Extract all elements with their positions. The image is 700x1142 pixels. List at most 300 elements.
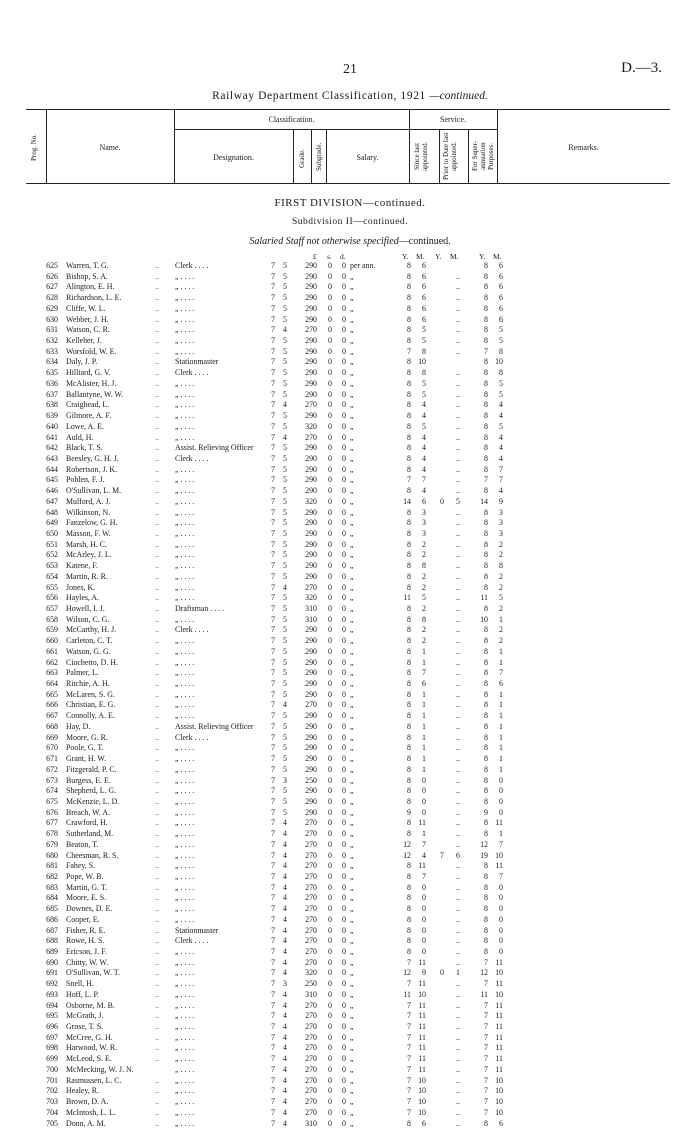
salary-period: „	[350, 1107, 354, 1117]
super-months: 0	[499, 775, 503, 785]
salary-shillings: 0	[328, 829, 332, 839]
since-years: 8	[407, 829, 411, 839]
since-years: 7	[407, 1000, 411, 1010]
since-years: 7	[407, 1086, 411, 1096]
grade: 7	[271, 1086, 275, 1096]
salary-period: „	[350, 561, 354, 571]
table-row	[0, 261, 700, 272]
prior-years: 7	[440, 850, 444, 860]
super-months: 1	[499, 732, 503, 742]
subgrade: 4	[283, 325, 287, 335]
leader-dots: ..	[155, 400, 159, 410]
prog-no: 664	[46, 679, 58, 689]
salary-shillings: 0	[328, 261, 332, 270]
staff-name: Worsfold, W. E.	[66, 346, 117, 356]
table-row	[0, 668, 700, 679]
leader-dots: ..	[155, 625, 159, 635]
salary-shillings: 0	[328, 507, 332, 517]
leader-dots: ..	[155, 1118, 159, 1128]
prog-no: 656	[46, 593, 58, 603]
grade: 7	[271, 882, 275, 892]
salary-shillings: 0	[328, 711, 332, 721]
salary-period: „	[350, 882, 354, 892]
staff-name: Black, T. S.	[66, 443, 103, 453]
table-row	[0, 915, 700, 926]
grade: 7	[271, 432, 275, 442]
table-row	[0, 979, 700, 990]
salary-pounds: 270	[305, 1107, 317, 1117]
table-row	[0, 936, 700, 947]
leader-dots: ..	[155, 303, 159, 313]
since-years: 8	[407, 411, 411, 421]
table-row	[0, 1108, 700, 1119]
since-years: 9	[407, 807, 411, 817]
grade: 7	[271, 325, 275, 335]
table-row	[0, 765, 700, 776]
prior-months: ..	[456, 646, 460, 656]
prior-months: ..	[456, 1097, 460, 1107]
staff-name: Marsh, H. C.	[66, 539, 107, 549]
super-years: 8	[484, 636, 488, 646]
prog-no: 666	[46, 700, 58, 710]
prog-no: 675	[46, 796, 58, 806]
table-row	[0, 1001, 700, 1012]
super-months: 8	[499, 346, 503, 356]
since-months: 1	[422, 711, 426, 721]
table-row	[0, 786, 700, 797]
prior-months: ..	[456, 1000, 460, 1010]
staff-table-body	[0, 261, 700, 1129]
table-row	[0, 743, 700, 754]
salary-pence: 0	[342, 871, 346, 881]
subgrade: 5	[283, 689, 287, 699]
leader-dots: ..	[155, 871, 159, 881]
subgrade: 3	[283, 979, 287, 989]
staff-name: Chitty, W. W.	[66, 957, 109, 967]
super-years: 7	[484, 346, 488, 356]
since-months: 1	[422, 754, 426, 764]
since-years: 8	[407, 796, 411, 806]
grade: 7	[271, 646, 275, 656]
super-months: 6	[499, 1118, 503, 1128]
grade: 7	[271, 582, 275, 592]
salary-shillings: 0	[328, 754, 332, 764]
prog-no: 643	[46, 453, 58, 463]
super-months: 7	[499, 871, 503, 881]
staff-name: McCarthy, H. J.	[66, 625, 117, 635]
super-months: 11	[495, 1043, 503, 1053]
salary-pounds: 270	[305, 925, 317, 935]
salary-pence: 0	[342, 818, 346, 828]
grade: 7	[271, 893, 275, 903]
prior-months: ..	[456, 893, 460, 903]
salary-period: „	[350, 550, 354, 560]
salary-shillings: 0	[328, 539, 332, 549]
salary-shillings: 0	[328, 861, 332, 871]
prog-no: 680	[46, 850, 58, 860]
salary-pounds: 290	[305, 411, 317, 421]
prog-no: 645	[46, 475, 58, 485]
prior-months: ..	[456, 818, 460, 828]
since-years: 8	[407, 904, 411, 914]
since-months: 0	[422, 914, 426, 924]
designation: „ . . . .	[175, 421, 195, 431]
prog-no: 644	[46, 464, 58, 474]
salary-pounds: 290	[305, 721, 317, 731]
table-row	[0, 593, 700, 604]
grade: 7	[271, 861, 275, 871]
salary-pence: 0	[342, 764, 346, 774]
salary-pence: 0	[342, 378, 346, 388]
salary-shillings: 0	[328, 818, 332, 828]
salary-period: „	[350, 829, 354, 839]
salary-pence: 0	[342, 421, 346, 431]
leader-dots: ..	[155, 861, 159, 871]
leader-dots: ..	[155, 475, 159, 485]
leader-dots: ..	[155, 1097, 159, 1107]
salary-pounds: 290	[305, 271, 317, 281]
super-months: 10	[495, 1086, 503, 1096]
table-row	[0, 400, 700, 411]
salary-shillings: 0	[328, 411, 332, 421]
prior-months-unit: M.	[450, 252, 459, 261]
since-months: 8	[422, 614, 426, 624]
prog-no: 670	[46, 743, 58, 753]
table-row	[0, 893, 700, 904]
subgrade: 5	[283, 636, 287, 646]
leader-dots: ..	[155, 743, 159, 753]
since-years: 8	[407, 786, 411, 796]
super-years: 7	[484, 1011, 488, 1021]
grade: 7	[271, 754, 275, 764]
salary-shillings: 0	[328, 775, 332, 785]
salary-period: „	[350, 368, 354, 378]
grade: 7	[271, 357, 275, 367]
designation: „ . . . .	[175, 764, 195, 774]
prog-no: 660	[46, 636, 58, 646]
leader-dots: ..	[155, 936, 159, 946]
subgrade: 5	[283, 721, 287, 731]
remarks-header: Remarks.	[568, 143, 599, 152]
salary-pence: 0	[342, 1054, 346, 1064]
grade: 7	[271, 925, 275, 935]
grade: 7	[271, 496, 275, 506]
subgrade: 5	[283, 507, 287, 517]
staff-category-rest: —continued.	[398, 236, 451, 247]
since-years: 7	[407, 1032, 411, 1042]
prior-months: ..	[456, 593, 460, 603]
designation: „ . . . .	[175, 1032, 195, 1042]
salary-period: „	[350, 475, 354, 485]
salary-pence: 0	[342, 1032, 346, 1042]
salary-pounds: 290	[305, 368, 317, 378]
prog-no: 638	[46, 400, 58, 410]
salary-pounds: 270	[305, 1000, 317, 1010]
since-years: 8	[407, 368, 411, 378]
since-months: 10	[418, 1107, 426, 1117]
salary-period: „	[350, 357, 354, 367]
salary-pence: 0	[342, 1097, 346, 1107]
super-months: 0	[499, 914, 503, 924]
grade: 7	[271, 1011, 275, 1021]
super-years: 7	[484, 475, 488, 485]
leader-dots: ..	[155, 368, 159, 378]
since-years: 7	[407, 979, 411, 989]
designation: Clerk . . . .	[175, 936, 209, 946]
grade: 7	[271, 807, 275, 817]
salary-pence: 0	[342, 528, 346, 538]
grade: 7	[271, 711, 275, 721]
since-months: 10	[418, 357, 426, 367]
designation: „ . . . .	[175, 1064, 195, 1074]
salary-period: „	[350, 786, 354, 796]
grade: 7	[271, 743, 275, 753]
salary-period: „	[350, 775, 354, 785]
super-years: 8	[484, 764, 488, 774]
staff-name: Crawford, H.	[66, 818, 108, 828]
salary-pence: 0	[342, 561, 346, 571]
prior-months: ..	[456, 1022, 460, 1032]
salary-pounds: 270	[305, 1054, 317, 1064]
prior-months: ..	[456, 368, 460, 378]
since-months: 11	[418, 1011, 426, 1021]
since-months: 1	[422, 732, 426, 742]
salary-period: „	[350, 539, 354, 549]
staff-name: Beaton, T.	[66, 839, 99, 849]
grade: 7	[271, 1064, 275, 1074]
salary-period: „	[350, 968, 354, 978]
super-months: 11	[495, 818, 503, 828]
prior-months: ..	[456, 775, 460, 785]
grade: 7	[271, 346, 275, 356]
prog-no: 652	[46, 550, 58, 560]
salary-pence: 0	[342, 936, 346, 946]
prior-years: 0	[440, 496, 444, 506]
subgrade: 5	[283, 807, 287, 817]
leader-dots: ..	[155, 1107, 159, 1117]
salary-pounds: 270	[305, 432, 317, 442]
salary-pounds: 270	[305, 914, 317, 924]
prior-months: ..	[456, 1011, 460, 1021]
salary-period: „	[350, 378, 354, 388]
super-months: 8	[499, 368, 503, 378]
prog-no: 648	[46, 507, 58, 517]
prog-no: 695	[46, 1011, 58, 1021]
salary-period: „	[350, 818, 354, 828]
since-years: 12	[403, 839, 411, 849]
super-years: 8	[484, 657, 488, 667]
since-years: 8	[407, 314, 411, 324]
prior-months: ..	[456, 453, 460, 463]
grade: 7	[271, 1043, 275, 1053]
super-years: 8	[484, 786, 488, 796]
leader-dots: ..	[155, 496, 159, 506]
prog-no: 683	[46, 882, 58, 892]
salary-period: „	[350, 925, 354, 935]
leader-dots: ..	[155, 1022, 159, 1032]
since-years: 8	[407, 936, 411, 946]
super-months: 6	[499, 282, 503, 292]
salary-period: „	[350, 743, 354, 753]
super-months: 11	[495, 1000, 503, 1010]
grade: 7	[271, 1022, 275, 1032]
prog-no: 667	[46, 711, 58, 721]
designation: „ . . . .	[175, 636, 195, 646]
prog-no: 697	[46, 1032, 58, 1042]
salary-pence: 0	[342, 411, 346, 421]
prior-months: ..	[456, 282, 460, 292]
prior-months: ..	[456, 700, 460, 710]
table-row	[0, 625, 700, 636]
since-years: 8	[407, 518, 411, 528]
subgrade: 5	[283, 711, 287, 721]
leader-dots: ..	[155, 411, 159, 421]
leader-dots: ..	[155, 582, 159, 592]
since-months: 0	[422, 893, 426, 903]
super-months: 6	[499, 303, 503, 313]
designation: „ . . . .	[175, 989, 195, 999]
since-months: 1	[422, 721, 426, 731]
prior-months: ..	[456, 1107, 460, 1117]
staff-name: Palmer, L.	[66, 668, 99, 678]
staff-name: Grant, H. W.	[66, 754, 107, 764]
salary-period: „	[350, 443, 354, 453]
since-months: 1	[422, 829, 426, 839]
since-months: 11	[418, 1022, 426, 1032]
super-months: 4	[499, 453, 503, 463]
salary-period: „	[350, 1097, 354, 1107]
designation: „ . . . .	[175, 700, 195, 710]
prog-no: 629	[46, 303, 58, 313]
super-months: 0	[499, 904, 503, 914]
prog-no: 661	[46, 646, 58, 656]
leader-dots: ..	[155, 839, 159, 849]
designation: „ . . . .	[175, 711, 195, 721]
designation: „ . . . .	[175, 593, 195, 603]
super-months: 4	[499, 432, 503, 442]
salary-period: „	[350, 679, 354, 689]
subgrade: 4	[283, 1000, 287, 1010]
since-years: 8	[407, 657, 411, 667]
super-years: 8	[484, 261, 488, 270]
super-months: 10	[495, 1097, 503, 1107]
grade: 7	[271, 818, 275, 828]
salary-pounds: 320	[305, 968, 317, 978]
designation: Clerk . . . .	[175, 261, 209, 270]
grade: 7	[271, 947, 275, 956]
staff-name: Fitzgerald, P. C.	[66, 764, 117, 774]
grade: 7	[271, 1000, 275, 1010]
leader-dots: ..	[155, 818, 159, 828]
since-months: 10	[418, 1075, 426, 1085]
since-years: 8	[407, 443, 411, 453]
designation: „ . . . .	[175, 282, 195, 292]
staff-name: Hayles, A.	[66, 593, 100, 603]
since-months: 11	[418, 1054, 426, 1064]
since-years: 8	[407, 947, 411, 956]
prior-months: ..	[456, 989, 460, 999]
salary-pounds: 270	[305, 893, 317, 903]
prog-no: 685	[46, 904, 58, 914]
designation: „ . . . .	[175, 346, 195, 356]
staff-name: Burgess, E. E.	[66, 775, 111, 785]
designation: „ . . . .	[175, 400, 195, 410]
staff-name: Robertson, J. K.	[66, 464, 118, 474]
grade: 7	[271, 453, 275, 463]
subgrade: 5	[283, 561, 287, 571]
salary-shillings: 0	[328, 303, 332, 313]
super-years: 8	[484, 914, 488, 924]
salary-pence: 0	[342, 1064, 346, 1074]
table-row	[0, 861, 700, 872]
prior-months: 5	[456, 496, 460, 506]
super-years: 8	[484, 1118, 488, 1128]
for-superannuation-header: For Super-annuation Purposes.	[471, 141, 495, 171]
super-months: 3	[499, 518, 503, 528]
salary-pounds: 290	[305, 646, 317, 656]
prog-no: 679	[46, 839, 58, 849]
leader-dots: ..	[155, 550, 159, 560]
prior-months: ..	[456, 389, 460, 399]
since-months: 1	[422, 700, 426, 710]
grade: 7	[271, 303, 275, 313]
prog-no: 639	[46, 411, 58, 421]
staff-name: Howell, I. J.	[66, 604, 105, 613]
table-row	[0, 711, 700, 722]
staff-name: Gilmore, A. F.	[66, 411, 112, 421]
prog-no: 678	[46, 829, 58, 839]
salary-pence: 0	[342, 293, 346, 303]
since-months: 1	[422, 764, 426, 774]
table-row	[0, 947, 700, 958]
subgrade: 5	[283, 679, 287, 689]
designation: „ . . . .	[175, 882, 195, 892]
super-months: 0	[499, 925, 503, 935]
salary-pounds: 290	[305, 786, 317, 796]
super-months: 11	[495, 1011, 503, 1021]
designation: „ . . . .	[175, 893, 195, 903]
since-years: 7	[407, 957, 411, 967]
prog-no: 627	[46, 282, 58, 292]
leader-dots: ..	[155, 957, 159, 967]
since-months: 2	[422, 625, 426, 635]
salary-pence: 0	[342, 721, 346, 731]
page-title	[0, 90, 700, 102]
super-months: 5	[499, 421, 503, 431]
super-years: 8	[484, 411, 488, 421]
grade: 7	[271, 282, 275, 292]
salary-pounds: 290	[305, 464, 317, 474]
staff-category-italic: Salaried Staff not otherwise specified	[249, 236, 399, 247]
prog-no: 653	[46, 561, 58, 571]
leader-dots: ..	[155, 539, 159, 549]
super-months: 0	[499, 796, 503, 806]
subgrade: 5	[283, 732, 287, 742]
leader-dots: ..	[155, 700, 159, 710]
prog-no: 662	[46, 657, 58, 667]
prog-no: 659	[46, 625, 58, 635]
since-months: 5	[422, 593, 426, 603]
salary-pence: 0	[342, 443, 346, 453]
prior-months: ..	[456, 764, 460, 774]
salary-pounds: 290	[305, 732, 317, 742]
prior-months: ..	[456, 786, 460, 796]
leader-dots: ..	[155, 786, 159, 796]
salary-pence: 0	[342, 807, 346, 817]
designation: „ . . . .	[175, 539, 195, 549]
leader-dots: ..	[155, 904, 159, 914]
since-months: 6	[422, 303, 426, 313]
